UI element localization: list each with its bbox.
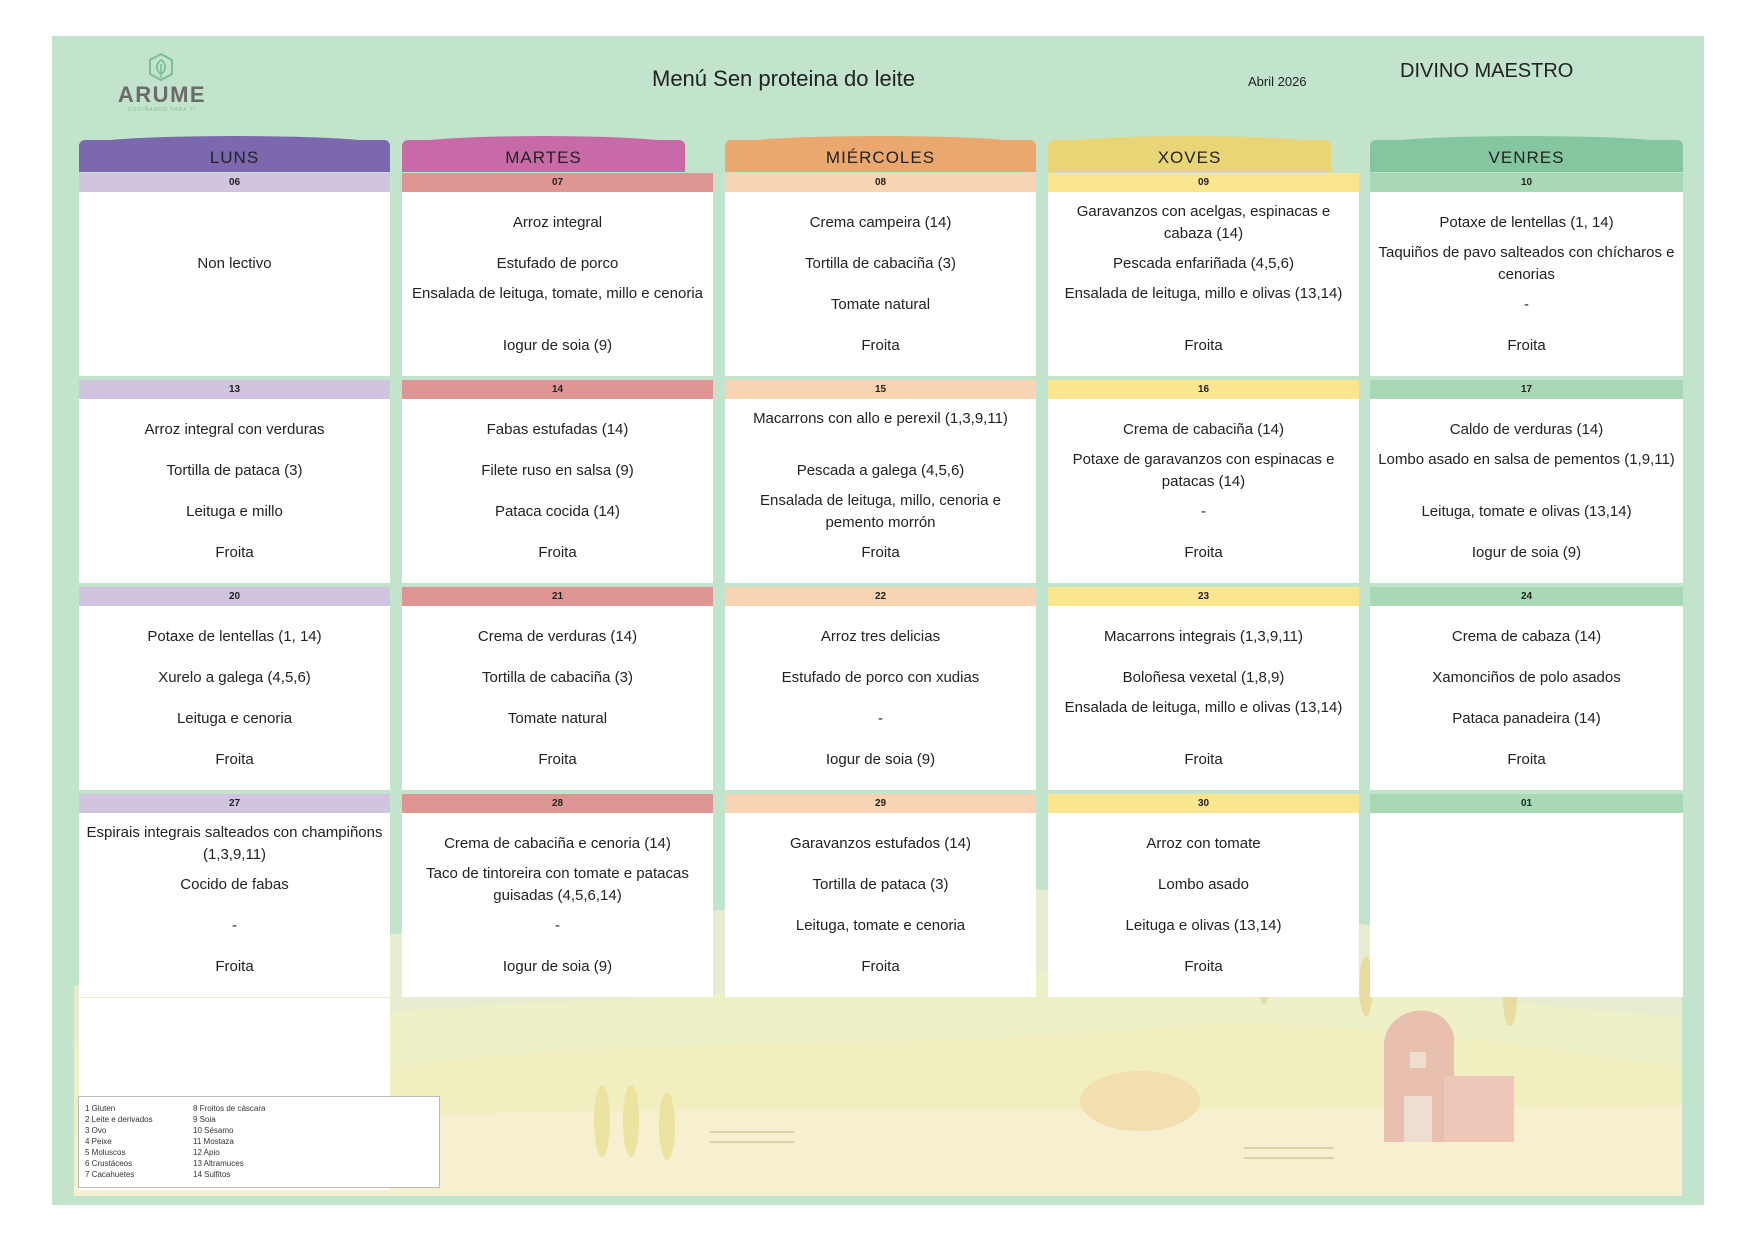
date-bar-luns: 20 [79,587,390,606]
menu-item: Tortilla de cabaciña (3) [805,255,956,272]
school-name: DIVINO MAESTRO [1400,60,1574,82]
menu-item: Arroz con tomate [1146,835,1261,852]
menu-item: Arroz integral con verduras [144,421,325,438]
menu-item: - [1524,296,1529,313]
arume-logo [112,52,212,112]
menu-item: Leituga e olivas (13,14) [1125,917,1282,934]
menu-item: Froita [215,958,254,975]
allergen-entry: 8 Froitos de cáscara [193,1104,266,1113]
menu-item: Froita [861,958,900,975]
date-bar-luns: 27 [79,794,390,813]
date-bar-venres: 17 [1370,380,1683,399]
allergen-entry: 13 Altramuces [193,1159,244,1168]
allergen-entry: 11 Mostaza [193,1137,234,1146]
day-header-miercoles: MIÉRCOLES [725,140,1036,172]
menu-cell [402,399,713,583]
menu-cell [1048,813,1359,997]
menu-item: Froita [538,544,577,561]
menu-cell [725,606,1036,790]
allergen-entry: 10 Sésamo [193,1126,234,1135]
menu-cell [1370,399,1683,583]
menu-item: Froita [215,751,254,768]
menu-item: Xurelo a galega (4,5,6) [158,669,311,686]
date-bar-xoves: 30 [1048,794,1359,813]
menu-item: Non lectivo [197,255,272,272]
menu-cell [402,192,713,376]
allergen-entry: 6 Crustáceos [85,1159,133,1168]
menu-item: Arroz integral [512,214,603,231]
menu-cell [1048,399,1359,583]
menu-item: Leituga e millo [186,503,283,520]
menu-cell [1370,192,1683,376]
day-header-martes: MARTES [402,140,685,172]
menu-item: Pataca cocida (14) [494,503,621,520]
menu-item: Garavanzos estufados (14) [790,835,971,852]
menu-item: Leituga e cenoria [176,710,293,727]
menu-item: Froita [861,337,900,354]
menu-item: Xamonciños de polo asados [1432,669,1621,686]
menu-item: Taco de tintoreira con tomate e patacas guisadas (4,5,6,14) [426,865,689,904]
menu-item: Potaxe de lentellas (1, 14) [147,628,322,645]
allergen-entry: 2 Leite e derivados [85,1115,153,1124]
menu-cell [725,192,1036,376]
date-bar-luns: 06 [79,173,390,192]
menu-item: Pataca panadeira (14) [1452,710,1601,727]
menu-item: Potaxe de lentellas (1, 14) [1439,214,1614,231]
menu-item: Arroz tres delicias [820,628,941,645]
menu-item: Cocido de fabas [180,876,289,893]
menu-item: Tortilla de pataca (3) [812,876,949,893]
date-bar-xoves: 16 [1048,380,1359,399]
menu-item: Fabas estufadas (14) [486,421,629,438]
menu-item: Estufado de porco con xudias [781,669,980,686]
menu-item: Espirais integrais salteados con champiñons (1,3,9,11) [86,824,383,863]
allergen-entry: 4 Peixe [85,1137,112,1146]
menu-item: Crema campeira (14) [809,214,952,231]
date-bar-venres: 10 [1370,173,1683,192]
menu-item: Lombo asado [1158,876,1249,893]
menu-item: - [1201,503,1206,520]
menu-item: Crema de cabaciña (14) [1123,421,1284,438]
menu-item: Ensalada de leituga, millo, cenoria e pemento morrón [760,492,1001,531]
menu-sheet [52,36,1704,1205]
menu-item: Leituga, tomate e olivas (13,14) [1421,503,1632,520]
date-bar-xoves: 09 [1048,173,1359,192]
menu-item: Potaxe de garavanzos con espinacas e patacas (14) [1072,451,1335,490]
menu-item: Tomate natural [507,710,608,727]
day-header-venres: VENRES [1370,140,1683,172]
logo-tagline: COCIÑAMOS PARA TI [128,107,196,113]
menu-item: Tortilla de pataca (3) [166,462,303,479]
menu-item: Lombo asado en salsa de pementos (1,9,11) [1378,451,1675,468]
date-bar-miercoles: 22 [725,587,1036,606]
menu-item: Froita [215,544,254,561]
allergen-entry: 9 Soia [193,1115,216,1124]
menu-item: Froita [1184,958,1223,975]
menu-item: Froita [1507,337,1546,354]
menu-item: Pescada enfariñada (4,5,6) [1113,255,1294,272]
menu-cell [1370,606,1683,790]
day-header-luns: LUNS [79,140,390,172]
date-bar-xoves: 23 [1048,587,1359,606]
menu-cell [79,399,390,583]
date-bar-martes: 28 [402,794,713,813]
date-bar-luns: 13 [79,380,390,399]
menu-item: Froita [1184,751,1223,768]
menu-item: Crema de cabaza (14) [1451,628,1602,645]
menu-item: Tomate natural [830,296,931,313]
menu-item: Iogur de soia (9) [1471,544,1582,561]
date-bar-martes: 21 [402,587,713,606]
menu-cell [725,813,1036,997]
menu-item: Tortilla de cabaciña (3) [482,669,633,686]
date-bar-venres: 24 [1370,587,1683,606]
date-bar-martes: 14 [402,380,713,399]
menu-cell [725,399,1036,583]
date-bar-miercoles: 08 [725,173,1036,192]
menu-cell [79,606,390,790]
menu-item: Froita [1507,751,1546,768]
menu-item: Ensalada de leituga, millo e olivas (13,14) [1064,699,1343,716]
allergen-entry: 5 Moluscos [85,1148,126,1157]
menu-item: Crema de cabaciña e cenoria (14) [444,835,671,852]
logo-text: ARUME [117,82,207,107]
menu-month: Abril 2026 [1248,74,1307,89]
menu-cell [1048,192,1359,376]
allergen-entry: 3 Ovo [85,1126,107,1135]
menu-cell [79,813,390,997]
menu-cell [402,813,713,997]
date-bar-miercoles: 29 [725,794,1036,813]
menu-item: Iogur de soia (9) [502,958,613,975]
date-bar-martes: 07 [402,173,713,192]
menu-cell [1048,606,1359,790]
menu-item: - [878,710,883,727]
date-bar-miercoles: 15 [725,380,1036,399]
menu-item: Macarrons integrais (1,3,9,11) [1104,628,1303,645]
menu-item: Caldo de verduras (14) [1449,421,1604,438]
leaf-logo-icon [146,52,176,82]
menu-cell [402,606,713,790]
menu-item: Froita [538,751,577,768]
menu-item: Macarrons con allo e perexil (1,3,9,11) [753,410,1008,427]
menu-item: Ensalada de leituga, tomate, millo e cenoria [411,285,703,302]
menu-item: Froita [861,544,900,561]
menu-item: Pescada a galega (4,5,6) [796,462,965,479]
menu-item: Ensalada de leituga, millo e olivas (13,14) [1064,285,1343,302]
menu-item: - [232,917,237,934]
menu-item: - [555,917,560,934]
allergen-entry: 14 Sulfitos [193,1170,231,1179]
menu-item: Froita [1184,337,1223,354]
menu-item: Leituga, tomate e cenoria [795,917,966,934]
menu-cell [79,192,390,376]
allergen-entry: 12 Apio [193,1148,220,1157]
menu-item: Boloñesa vexetal (1,8,9) [1122,669,1285,686]
menu-item: Estufado de porco [496,255,619,272]
menu-item: Crema de verduras (14) [477,628,638,645]
day-header-xoves: XOVES [1048,140,1331,172]
allergen-entry: 7 Cacahuetes [85,1170,135,1179]
menu-title: Menú Sen proteina do leite [652,66,915,91]
date-bar-venres: 01 [1370,794,1683,813]
menu-item: Taquiños de pavo salteados con chícharos e cenorias [1378,244,1675,283]
allergen-entry: 1 Gluten [85,1104,116,1113]
menu-item: Filete ruso en salsa (9) [481,462,634,479]
menu-item: Iogur de soia (9) [825,751,936,768]
menu-item: Iogur de soia (9) [502,337,613,354]
menu-item: Garavanzos con acelgas, espinacas e cabaza (14) [1076,203,1331,242]
menu-cell [1370,813,1683,997]
allergen-legend [78,1096,440,1188]
menu-item: Froita [1184,544,1223,561]
